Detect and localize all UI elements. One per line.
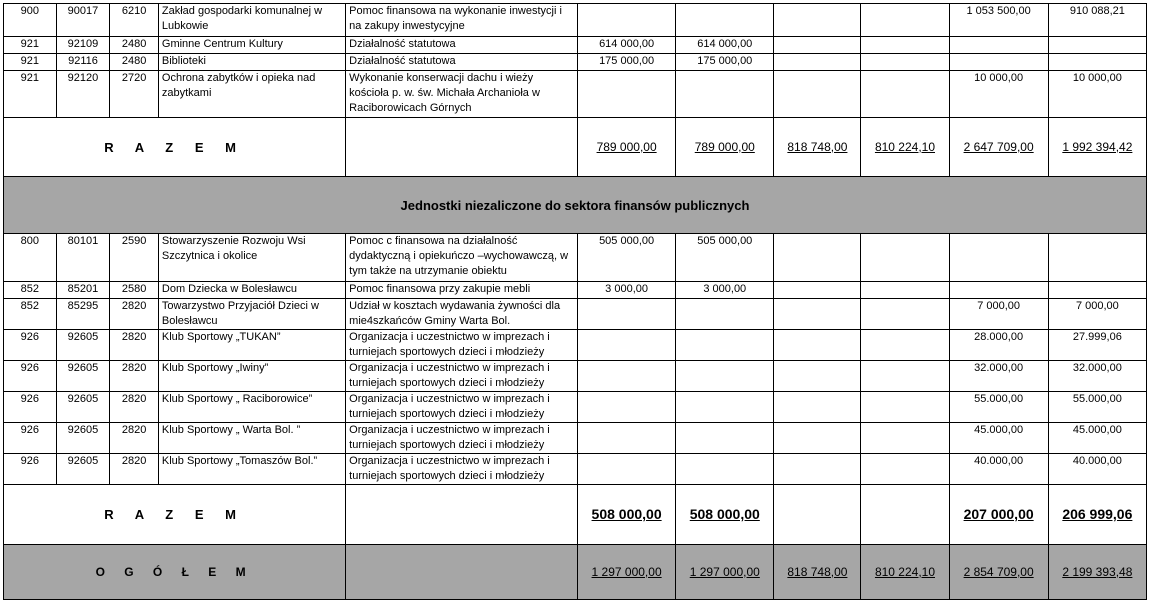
empty-cell: [346, 118, 578, 177]
amount-cell: [774, 71, 861, 118]
podmiot-cell: Ochrona zabytków i opieka nad zabytkami: [158, 71, 345, 118]
table-row: [4, 282, 1147, 299]
cel-cell: Pomoc finansowa przy zakupie mebli: [346, 282, 578, 299]
amount-cell: [578, 330, 676, 361]
subtotal-amount: 818 748,00: [774, 118, 861, 177]
dzial-cell: 852: [4, 299, 57, 330]
amount-cell: 32.000,00: [1048, 361, 1146, 392]
amount-cell: [774, 234, 861, 282]
subtotal-amount: 810 224,10: [861, 118, 949, 177]
amount-cell: [1048, 54, 1146, 71]
dzial-cell: 800: [4, 234, 57, 282]
dzial-cell: 926: [4, 361, 57, 392]
podmiot-cell: Klub Sportowy „ Warta Bol. ”: [158, 423, 345, 454]
subtotal-label: R A Z E M: [4, 485, 346, 545]
table-row: [4, 37, 1147, 54]
paragraf-cell: 2820: [110, 454, 159, 485]
amount-cell: [676, 392, 774, 423]
table-row: [4, 299, 1147, 330]
amount-cell: 614 000,00: [578, 37, 676, 54]
table-row: [4, 423, 1147, 454]
amount-cell: [676, 330, 774, 361]
amount-cell: 7 000,00: [949, 299, 1048, 330]
amount-cell: [676, 423, 774, 454]
amount-cell: [676, 299, 774, 330]
paragraf-cell: 2480: [110, 54, 159, 71]
grand-total-amount: 1 297 000,00: [676, 545, 774, 600]
amount-cell: 55.000,00: [949, 392, 1048, 423]
podmiot-cell: Stowarzyszenie Rozwoju Wsi Szczytnica i okolice: [158, 234, 345, 282]
paragraf-cell: 2720: [110, 71, 159, 118]
paragraf-cell: 2820: [110, 330, 159, 361]
table-row: [4, 234, 1147, 282]
cel-cell: Organizacja i uczestnictwo w imprezach i turniejach sportowych dzieci i młodzieży: [346, 330, 578, 361]
podmiot-cell: Klub Sportowy „Tomaszów Bol.”: [158, 454, 345, 485]
rozdzial-cell: 92120: [56, 71, 110, 118]
subtotal-amount: 508 000,00: [578, 485, 676, 545]
amount-cell: [578, 454, 676, 485]
dzial-cell: 926: [4, 330, 57, 361]
grand-total-amount: 1 297 000,00: [578, 545, 676, 600]
podmiot-cell: Klub Sportowy „TUKAN”: [158, 330, 345, 361]
amount-cell: [578, 392, 676, 423]
cel-cell: Organizacja i uczestnictwo w imprezach i turniejach sportowych dzieci i młodzieży: [346, 454, 578, 485]
subtotal-amount: 207 000,00: [949, 485, 1048, 545]
cel-cell: Pomoc c finansowa na działalność dydaktyczną i opiekuńczo –wychowawczą, w tym także na utrzymanie obiektu: [346, 234, 578, 282]
paragraf-cell: 2820: [110, 299, 159, 330]
amount-cell: 175 000,00: [578, 54, 676, 71]
amount-cell: [949, 37, 1048, 54]
podmiot-cell: Biblioteki: [158, 54, 345, 71]
dzial-cell: 921: [4, 71, 57, 118]
amount-cell: [861, 392, 949, 423]
amount-cell: 45.000,00: [1048, 423, 1146, 454]
paragraf-cell: 2820: [110, 361, 159, 392]
amount-cell: [578, 423, 676, 454]
budget-table: [3, 3, 1147, 600]
rozdzial-cell: 92605: [56, 361, 110, 392]
amount-cell: 10 000,00: [949, 71, 1048, 118]
table-row: [4, 4, 1147, 37]
table-row: [4, 361, 1147, 392]
amount-cell: 32.000,00: [949, 361, 1048, 392]
paragraf-cell: 2580: [110, 282, 159, 299]
section-title: Jednostki niezaliczone do sektora finansów publicznych: [4, 177, 1147, 234]
subtotal-amount: [774, 485, 861, 545]
amount-cell: [774, 4, 861, 37]
amount-cell: [861, 361, 949, 392]
amount-cell: [578, 299, 676, 330]
amount-cell: [861, 423, 949, 454]
amount-cell: [861, 330, 949, 361]
table-row: [4, 54, 1147, 71]
table-row: [4, 392, 1147, 423]
amount-cell: 910 088,21: [1048, 4, 1146, 37]
amount-cell: [578, 4, 676, 37]
dzial-cell: 926: [4, 392, 57, 423]
subtotal-row: [4, 485, 1147, 545]
grand-total-label: O G Ó Ł E M: [4, 545, 346, 600]
grand-total-amount: 810 224,10: [861, 545, 949, 600]
amount-cell: [774, 54, 861, 71]
amount-cell: [861, 282, 949, 299]
amount-cell: 505 000,00: [578, 234, 676, 282]
amount-cell: [676, 454, 774, 485]
amount-cell: [774, 392, 861, 423]
amount-cell: 175 000,00: [676, 54, 774, 71]
amount-cell: [774, 282, 861, 299]
amount-cell: 40.000,00: [949, 454, 1048, 485]
rozdzial-cell: 92605: [56, 330, 110, 361]
cel-cell: Pomoc finansowa na wykonanie inwestycji i na zakupy inwestycyjne: [346, 4, 578, 37]
cel-cell: Działalność statutowa: [346, 54, 578, 71]
amount-cell: 614 000,00: [676, 37, 774, 54]
grand-total-row: [4, 545, 1147, 600]
cel-cell: Organizacja i uczestnictwo w imprezach i turniejach sportowych dzieci i młodzieży: [346, 392, 578, 423]
rozdzial-cell: 90017: [56, 4, 110, 37]
subtotal-amount: 1 992 394,42: [1048, 118, 1146, 177]
paragraf-cell: 2820: [110, 423, 159, 454]
paragraf-cell: 2820: [110, 392, 159, 423]
dzial-cell: 926: [4, 454, 57, 485]
amount-cell: [578, 361, 676, 392]
subtotal-label: R A Z E M: [4, 118, 346, 177]
amount-cell: [861, 299, 949, 330]
amount-cell: 1 053 500,00: [949, 4, 1048, 37]
amount-cell: [676, 361, 774, 392]
amount-cell: [861, 234, 949, 282]
amount-cell: 27.999,06: [1048, 330, 1146, 361]
dzial-cell: 926: [4, 423, 57, 454]
rozdzial-cell: 92116: [56, 54, 110, 71]
amount-cell: [949, 282, 1048, 299]
amount-cell: [861, 37, 949, 54]
cel-cell: Udział w kosztach wydawania żywności dla mie4szkańców Gminy Warta Bol.: [346, 299, 578, 330]
paragraf-cell: 2590: [110, 234, 159, 282]
dzial-cell: 900: [4, 4, 57, 37]
subtotal-amount: 789 000,00: [676, 118, 774, 177]
grand-total-amount: 818 748,00: [774, 545, 861, 600]
amount-cell: 55.000,00: [1048, 392, 1146, 423]
amount-cell: [861, 4, 949, 37]
podmiot-cell: Towarzystwo Przyjaciół Dzieci w Bolesławcu: [158, 299, 345, 330]
amount-cell: 10 000,00: [1048, 71, 1146, 118]
rozdzial-cell: 92605: [56, 423, 110, 454]
dzial-cell: 921: [4, 37, 57, 54]
amount-cell: [774, 361, 861, 392]
amount-cell: [774, 330, 861, 361]
empty-cell: [346, 545, 578, 600]
cel-cell: Organizacja i uczestnictwo w imprezach i turniejach sportowych dzieci i młodzieży: [346, 361, 578, 392]
paragraf-cell: 2480: [110, 37, 159, 54]
amount-cell: [1048, 37, 1146, 54]
amount-cell: [861, 71, 949, 118]
table-row: [4, 454, 1147, 485]
podmiot-cell: Gminne Centrum Kultury: [158, 37, 345, 54]
podmiot-cell: Dom Dziecka w Bolesławcu: [158, 282, 345, 299]
amount-cell: [774, 37, 861, 54]
rozdzial-cell: 92605: [56, 454, 110, 485]
amount-cell: 28.000,00: [949, 330, 1048, 361]
subtotal-amount: 206 999,06: [1048, 485, 1146, 545]
table-row: [4, 71, 1147, 118]
rozdzial-cell: 92109: [56, 37, 110, 54]
grand-total-amount: 2 854 709,00: [949, 545, 1048, 600]
grand-total-amount: 2 199 393,48: [1048, 545, 1146, 600]
amount-cell: [774, 299, 861, 330]
dzial-cell: 921: [4, 54, 57, 71]
amount-cell: 3 000,00: [578, 282, 676, 299]
podmiot-cell: Zakład gospodarki komunalnej w Lubkowie: [158, 4, 345, 37]
amount-cell: [861, 454, 949, 485]
subtotal-amount: 508 000,00: [676, 485, 774, 545]
amount-cell: [774, 454, 861, 485]
rozdzial-cell: 85201: [56, 282, 110, 299]
amount-cell: [774, 423, 861, 454]
rozdzial-cell: 80101: [56, 234, 110, 282]
dzial-cell: 852: [4, 282, 57, 299]
amount-cell: 40.000,00: [1048, 454, 1146, 485]
amount-cell: [1048, 234, 1146, 282]
amount-cell: 505 000,00: [676, 234, 774, 282]
section-header-row: [4, 177, 1147, 234]
amount-cell: 45.000,00: [949, 423, 1048, 454]
subtotal-amount: 2 647 709,00: [949, 118, 1048, 177]
subtotal-row: [4, 118, 1147, 177]
paragraf-cell: 6210: [110, 4, 159, 37]
cel-cell: Wykonanie konserwacji dachu i wieży kościoła p. w. św. Michała Archanioła w Raciborowicach Górnych: [346, 71, 578, 118]
amount-cell: [949, 234, 1048, 282]
rozdzial-cell: 92605: [56, 392, 110, 423]
amount-cell: [676, 4, 774, 37]
cel-cell: Organizacja i uczestnictwo w imprezach i turniejach sportowych dzieci i młodzieży: [346, 423, 578, 454]
amount-cell: [676, 71, 774, 118]
subtotal-amount: [861, 485, 949, 545]
subtotal-amount: 789 000,00: [578, 118, 676, 177]
table-row: [4, 330, 1147, 361]
amount-cell: [949, 54, 1048, 71]
rozdzial-cell: 85295: [56, 299, 110, 330]
podmiot-cell: Klub Sportowy „Iwiny”: [158, 361, 345, 392]
amount-cell: [1048, 282, 1146, 299]
amount-cell: 7 000,00: [1048, 299, 1146, 330]
amount-cell: [861, 54, 949, 71]
amount-cell: [578, 71, 676, 118]
podmiot-cell: Klub Sportowy „ Raciborowice”: [158, 392, 345, 423]
amount-cell: 3 000,00: [676, 282, 774, 299]
empty-cell: [346, 485, 578, 545]
cel-cell: Działalność statutowa: [346, 37, 578, 54]
